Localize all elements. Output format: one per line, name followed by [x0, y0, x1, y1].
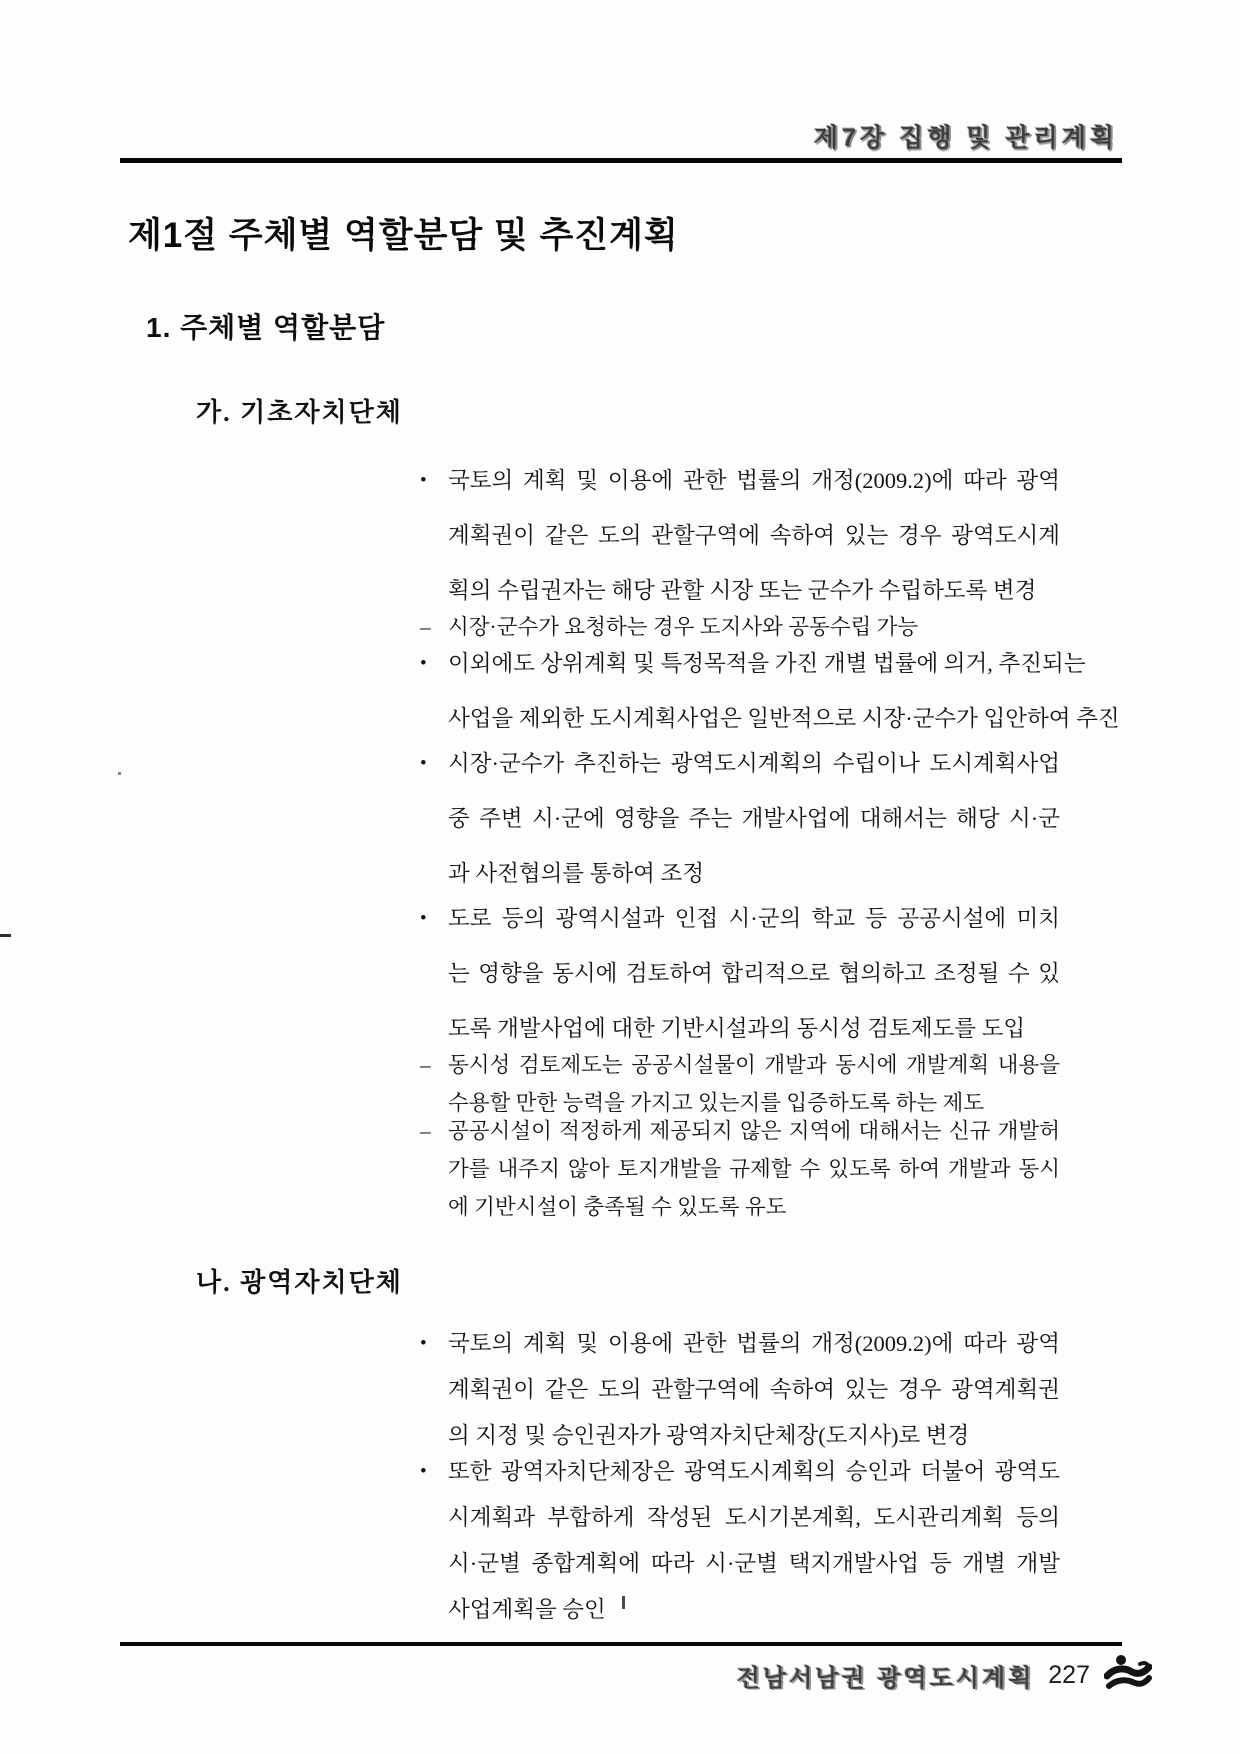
- bullet-item: [420, 636, 1120, 746]
- subsection-ga: [0, 392, 1240, 1226]
- header-rule: [120, 158, 1122, 163]
- line-text: 중 주변 시·군에 영향을 주는 개발사업에 대해서는 해당 시·군: [448, 806, 1060, 831]
- item-list: [420, 1321, 1060, 1633]
- line-text: 사업계획을 승인: [448, 1597, 606, 1622]
- line-text: 계획권이 같은 도의 관할구역에 속하여 있는 경우 광역계획권: [448, 1377, 1060, 1402]
- text-line: [420, 1495, 1060, 1541]
- dash-marker-icon: –: [420, 615, 431, 639]
- text-line: [420, 453, 1060, 508]
- line-text: 시계획과 부합하게 작성된 도시기본계획, 도시관리계획 등의: [448, 1505, 1060, 1530]
- line-text: 계획권이 같은 도의 관할구역에 속하여 있는 경우 광역도시계: [448, 523, 1060, 548]
- text-line: [420, 1587, 1060, 1633]
- line-text: 사업을 제외한 도시계획사업은 일반적으로 시장·군수가 입안하여 추진: [448, 706, 1120, 731]
- footer-rule: [120, 1642, 1122, 1646]
- footer-doc-title: 전남서남권 광역도시계획: [736, 1664, 1035, 1692]
- line-text: 이외에도 상위계획 및 특정목적을 가진 개별 법률에 의거, 추진되는: [448, 651, 1086, 676]
- bullet-marker-icon: •: [420, 1461, 427, 1482]
- subsection-heading: 나. 광역자치단체: [196, 1268, 403, 1297]
- bullet-marker-icon: •: [420, 753, 427, 774]
- line-text: 에 기반시설이 충족될 수 있도록 유도: [448, 1195, 787, 1219]
- text-line: [420, 946, 1060, 1001]
- scan-artifact: [118, 772, 121, 775]
- line-text: 동시성 검토제도는 공공시설물이 개발과 동시에 개발계획 내용을: [448, 1053, 1060, 1077]
- line-text: 시장·군수가 요청하는 경우 도지사와 공동수립 가능: [448, 615, 919, 639]
- text-line: [420, 1188, 1060, 1226]
- line-text: 과 사전협의를 통하여 조정: [448, 861, 704, 886]
- line-text: 국토의 계획 및 이용에 관한 법률의 개정(2009.2)에 따라 광역: [448, 468, 1060, 493]
- text-line: [420, 891, 1060, 946]
- line-text: 시·군별 종합계획에 따라 시·군별 택지개발사업 등 개별 개발: [448, 1551, 1060, 1576]
- chapter-label: 제7장 집행 및 관리계획: [813, 124, 1118, 152]
- dash-item: [420, 1046, 1060, 1122]
- line-text: 수용할 만한 능력을 가지고 있는지를 입증하도록 하는 제도: [448, 1091, 985, 1115]
- bullet-marker-icon: •: [420, 653, 427, 674]
- line-text: 공공시설이 적정하게 제공되지 않은 지역에 대해서는 신규 개발허: [448, 1119, 1060, 1143]
- text-line: [420, 1541, 1060, 1587]
- dash-marker-icon: –: [420, 1119, 431, 1143]
- scan-artifact: [622, 1596, 625, 1609]
- text-line: [420, 1321, 1060, 1367]
- line-text: 가를 내주지 않아 토지개발을 규제할 수 있도록 하여 개발과 동시: [448, 1157, 1060, 1181]
- bullet-item: [420, 1449, 1060, 1633]
- text-line: [420, 1046, 1060, 1084]
- line-text: 도로 등의 광역시설과 인접 시·군의 학교 등 공공시설에 미치: [448, 906, 1060, 931]
- text-line: [420, 1112, 1060, 1150]
- bullet-item: [420, 891, 1060, 1056]
- line-text: 의 지정 및 승인권자가 광역자치단체장(도지사)로 변경: [448, 1423, 970, 1448]
- dash-marker-icon: –: [420, 1053, 431, 1077]
- dash-item: [420, 1112, 1060, 1226]
- page-title: 제1절 주체별 역할분담 및 추진계획: [128, 216, 679, 255]
- text-line: [420, 1150, 1060, 1188]
- bullet-marker-icon: •: [420, 1333, 427, 1354]
- line-text: 는 영향을 동시에 검토하여 합리적으로 협의하고 조정될 수 있: [448, 961, 1060, 986]
- text-line: [420, 508, 1060, 563]
- line-text: 국토의 계획 및 이용에 관한 법률의 개정(2009.2)에 따라 광역: [448, 1331, 1060, 1356]
- subsection-heading: 가. 기초자치단체: [196, 398, 403, 427]
- bullet-item: [420, 453, 1060, 618]
- text-line: [420, 1367, 1060, 1413]
- text-line: [420, 791, 1060, 846]
- page-footer: [737, 1654, 1152, 1696]
- line-text: 또한 광역자치단체장은 광역도시계획의 승인과 더불어 광역도: [448, 1459, 1060, 1484]
- subsection-na: [0, 1262, 1240, 1633]
- text-line: [420, 1449, 1060, 1495]
- running-header: [814, 118, 1118, 154]
- subsections-container: [0, 392, 1240, 1633]
- wave-emblem-icon: [1104, 1654, 1152, 1696]
- text-line: [420, 636, 1086, 691]
- bullet-marker-icon: •: [420, 908, 427, 929]
- bullet-item: [420, 1321, 1060, 1459]
- item-list: [420, 453, 1120, 1226]
- bullet-item: [420, 736, 1060, 901]
- line-text: 획의 수립권자는 해당 관할 시장 또는 군수가 수립하도록 변경: [448, 578, 1037, 603]
- line-text: 도록 개발사업에 대한 기반시설과의 동시성 검토제도를 도입: [448, 1016, 1026, 1041]
- numbered-heading: 1. 주체별 역할분담: [146, 312, 386, 343]
- text-line: [420, 736, 1060, 791]
- scan-artifact: [0, 934, 11, 937]
- line-text: 시장·군수가 추진하는 광역도시계획의 수립이나 도시계획사업: [448, 751, 1060, 776]
- bullet-marker-icon: •: [420, 470, 427, 491]
- footer-page-number: 227: [1048, 1660, 1090, 1689]
